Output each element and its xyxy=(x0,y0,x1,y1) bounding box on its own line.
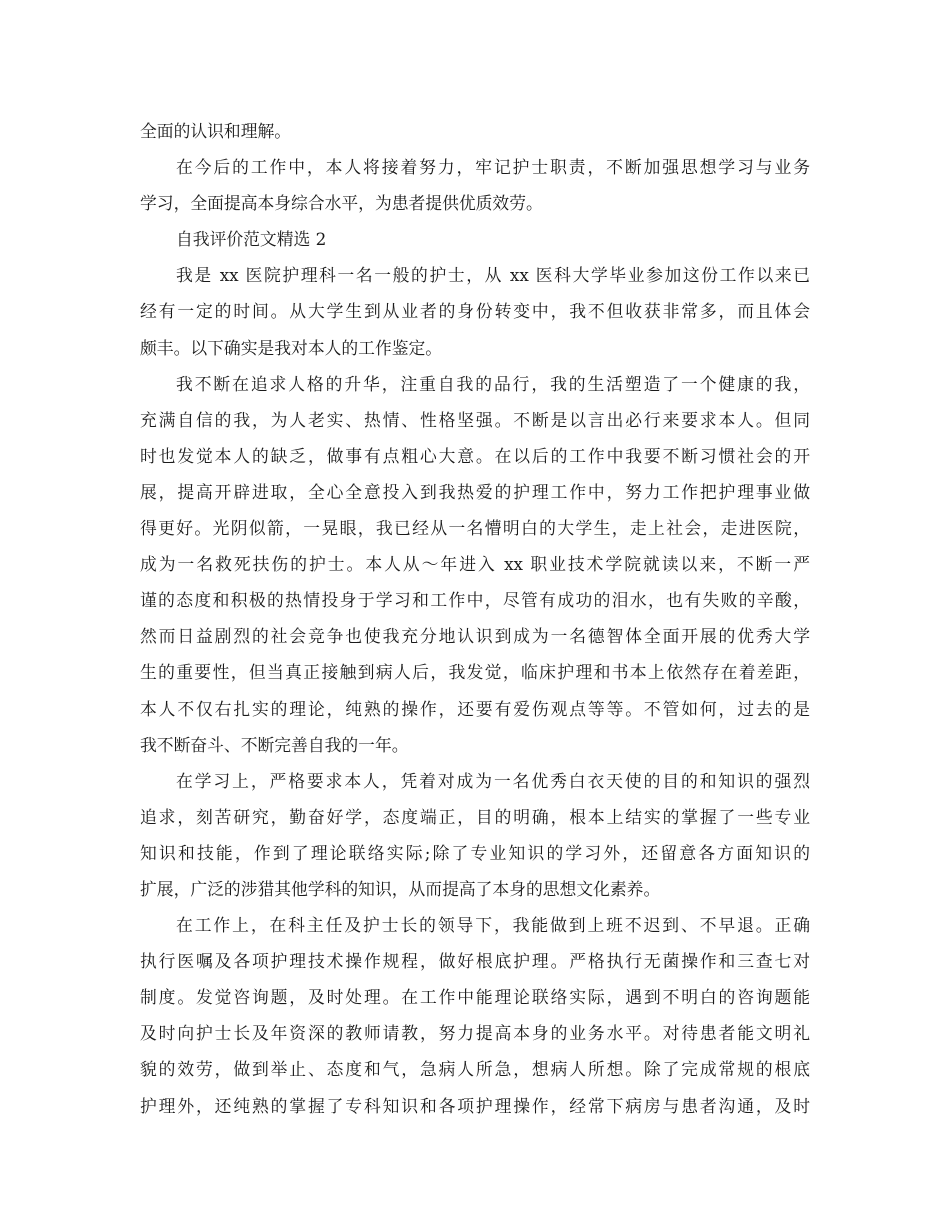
text-line: 我不断在追求人格的升华，注重自我的品行，我的生活塑造了一个健康的我， xyxy=(176,373,810,394)
text-line: 全面的认识和理解。 xyxy=(140,121,292,141)
text-line: 在今后的工作中，本人将接着努力，牢记护士职责，不断加强思想学习与业务 xyxy=(176,157,810,178)
text-line: 在工作上，在科主任及护士长的领导下，我能做到上班不迟到、不早退。正确 xyxy=(176,915,810,936)
section-heading: 自我评价范文精选 2 xyxy=(176,229,327,250)
text-line: 我是 xx 医院护理科一名一般的护士，从 xx 医科大学毕业参加这份工作以来已 xyxy=(176,265,810,286)
text-line: 然而日益剧烈的社会竞争也使我充分地认识到成为一名德智体全面开展的优秀大学 xyxy=(140,626,810,647)
text-line: 制度。发觉咨询题，及时处理。在工作中能理论联络实际，遇到不明白的咨询题能 xyxy=(140,987,810,1008)
text-line: 及时向护士长及年资深的教师请教，努力提高本身的业务水平。对待患者能文明礼 xyxy=(140,1023,810,1044)
text-line: 展，提高开辟进取，全心全意投入到我热爱的护理工作中，努力工作把护理事业做 xyxy=(140,481,810,502)
text-line: 本人不仅右扎实的理论，纯熟的操作，还要有爱伤观点等等。不管如何，过去的是 xyxy=(140,698,810,719)
text-line: 学习，全面提高本身综合水平，为患者提供优质效劳。 xyxy=(140,193,543,214)
document-body xyxy=(140,113,810,1124)
text-line: 在学习上，严格要求本人，凭着对成为一名优秀白衣天使的目的和知识的强烈 xyxy=(176,770,810,791)
text-line: 生的重要性，但当真正接触到病人后，我发觉，临床护理和书本上依然存在着差距， xyxy=(140,662,810,683)
text-line: 时也发觉本人的缺乏，做事有点粗心大意。在以后的工作中我要不断习惯社会的开 xyxy=(140,445,810,466)
text-line: 执行医嘱及各项护理技术操作规程，做好根底护理。严格执行无菌操作和三查七对 xyxy=(140,951,810,972)
text-line: 追求，刻苦研究，勤奋好学，态度端正，目的明确，根本上结实的掌握了一些专业 xyxy=(140,806,810,827)
text-line: 充满自信的我，为人老实、热情、性格坚强。不断是以言出必行来要求本人。但同 xyxy=(140,409,810,430)
text-line: 貌的效劳，做到举止、态度和气，急病人所急，想病人所想。除了完成常规的根底 xyxy=(140,1059,810,1080)
text-line: 得更好。光阴似箭，一晃眼，我已经从一名懵明白的大学生，走上社会，走进医院， xyxy=(140,518,810,539)
text-line: 成为一名救死扶伤的护士。本人从～年进入 xx 职业技术学院就读以来，不断一严 xyxy=(140,554,810,575)
text-line: 谨的态度和积极的热情投身于学习和工作中，尽管有成功的泪水，也有失败的辛酸， xyxy=(140,590,810,611)
text-line: 我不断奋斗、不断完善自我的一年。 xyxy=(140,734,409,755)
text-line: 经有一定的时间。从大学生到从业者的身份转变中，我不但收获非常多，而且体会 xyxy=(140,301,810,322)
text-line: 扩展，广泛的涉猎其他学科的知识，从而提高了本身的思想文化素养。 xyxy=(140,878,661,899)
text-line: 护理外，还纯熟的掌握了专科知识和各项护理操作，经常下病房与患者沟通，及时 xyxy=(140,1095,810,1116)
text-line: 颇丰。以下确实是我对本人的工作鉴定。 xyxy=(140,337,443,358)
text-line: 知识和技能，作到了理论联络实际;除了专业知识的学习外，还留意各方面知识的 xyxy=(140,842,810,863)
